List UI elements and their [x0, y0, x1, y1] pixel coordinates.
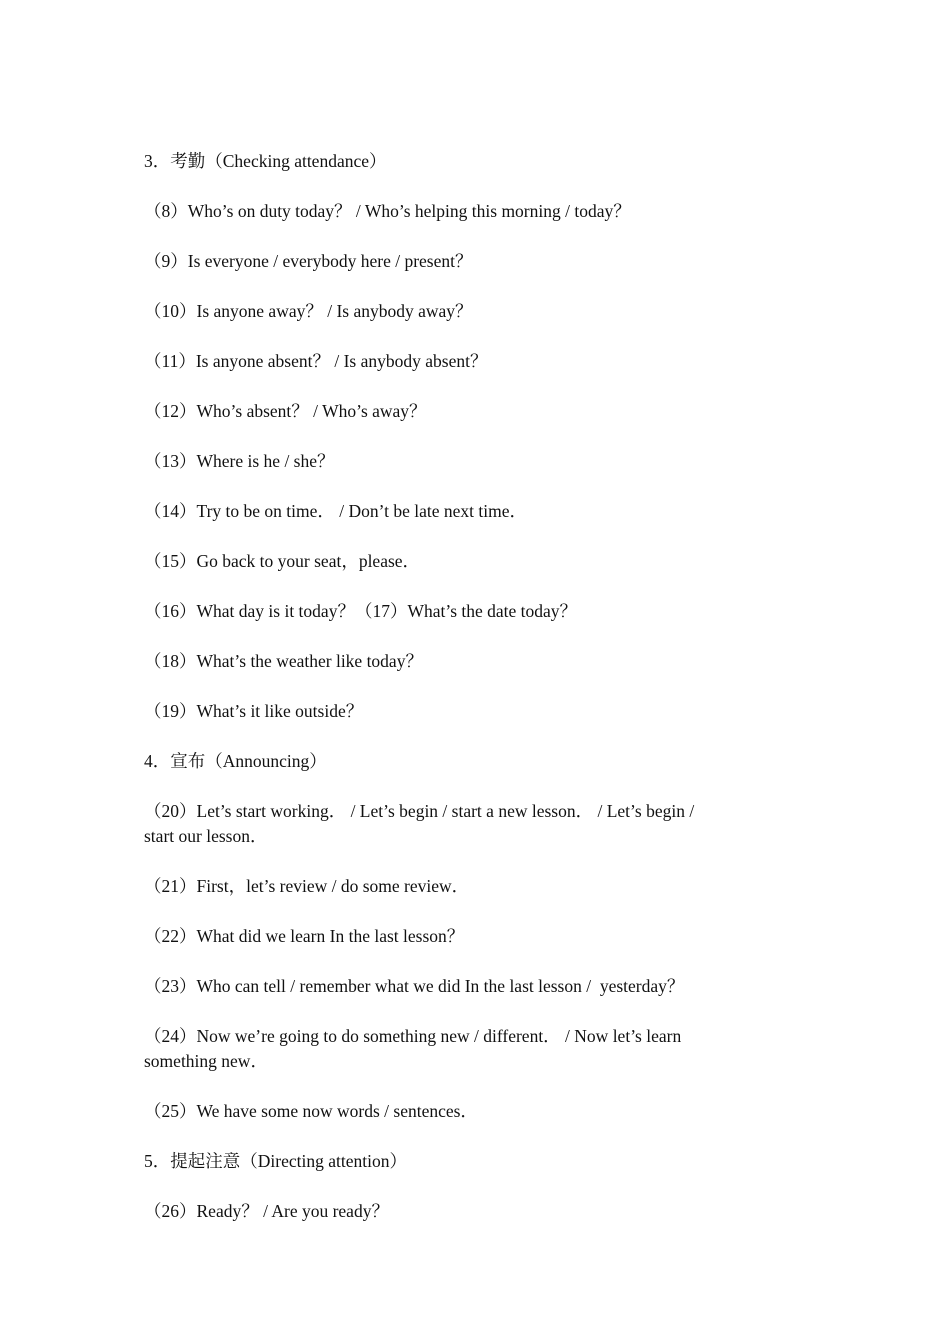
sentence-15: （15）Go back to your seat，please． [144, 551, 421, 571]
sentence-23: （23）Who can tell / remember what we did In the last lesson / yesterday？ [144, 976, 685, 996]
section-heading-announcing: 4．宣布（Announcing） [144, 751, 327, 771]
sentence-20-line-2: start our lesson． [144, 826, 268, 846]
sentence-21: （21）First，let’s review / do some review． [144, 876, 470, 896]
sentence-8: （8）Who’s on duty today？ / Who’s helping this morning / today？ [144, 201, 631, 221]
sentence-20-line-1: （20）Let’s start working． / Let’s begin / start a new lesson． / Let’s begin / [144, 801, 695, 821]
sentence-22: （22）What did we learn In the last lesson？ [144, 926, 465, 946]
sentence-24-line-1: （24）Now we’re going to do something new / different． / Now let’s learn [144, 1026, 682, 1046]
sentence-26: （26）Ready？ / Are you ready？ [144, 1201, 389, 1221]
sentence-18: （18）What’s the weather like today？ [144, 651, 423, 671]
sentence-14: （14）Try to be on time． / Don’t be late next time． [144, 501, 528, 521]
sentence-16-17: （16）What day is it today？（17）What’s the date today？ [144, 601, 578, 621]
sentence-19: （19）What’s it like outside？ [144, 701, 364, 721]
sentence-13: （13）Where is he / she？ [144, 451, 335, 471]
section-heading-directing-attention: 5．提起注意（Directing attention） [144, 1151, 407, 1171]
sentence-12: （12）Who’s absent？ / Who’s away？ [144, 401, 427, 421]
document-body [144, 149, 814, 1224]
sentence-9: （9）Is everyone / everybody here / present？ [144, 251, 473, 271]
sentence-24-line-2: something new． [144, 1051, 268, 1071]
sentence-11: （11）Is anyone absent？ / Is anybody absent？ [144, 351, 488, 371]
sentence-10: （10）Is anyone away？ / Is anybody away？ [144, 301, 473, 321]
section-heading-checking-attendance: 3．考勤（Checking attendance） [144, 151, 387, 171]
sentence-25: （25）We have some now words / sentences． [144, 1101, 478, 1121]
